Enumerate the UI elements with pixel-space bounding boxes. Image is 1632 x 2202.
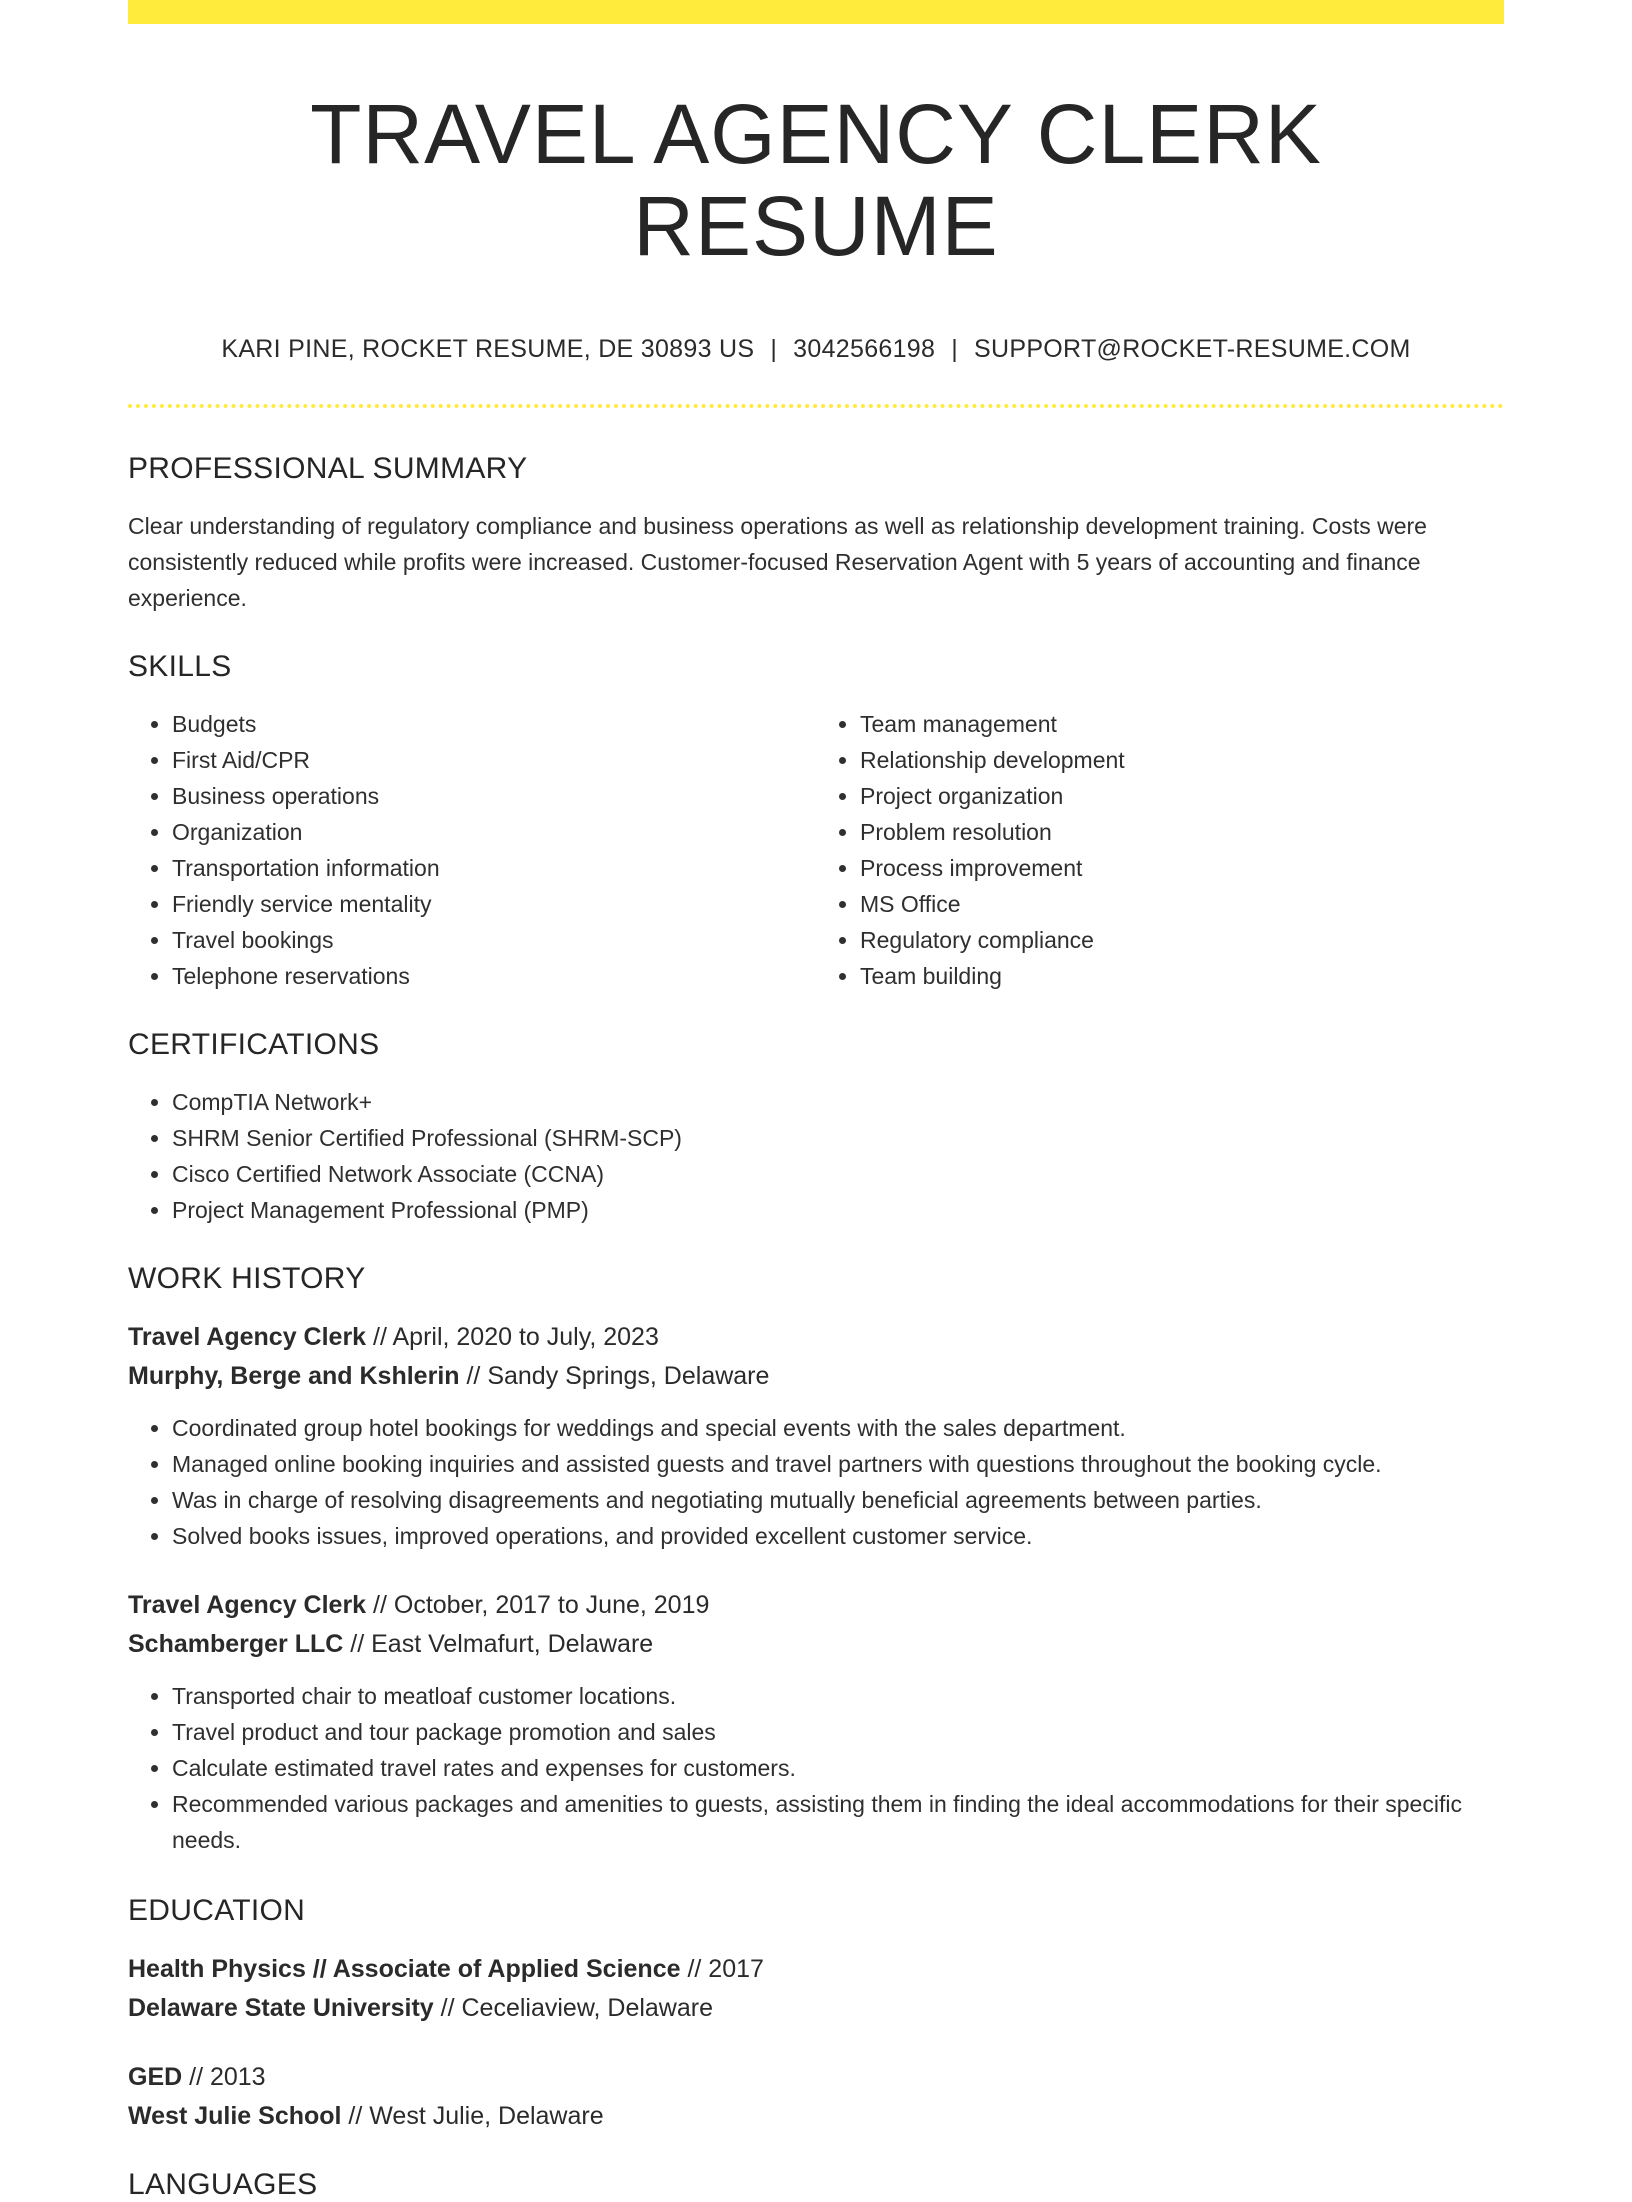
certification-item: • Cisco Certified Network Associate (CCNA) [172, 1156, 1504, 1192]
skill-item: • Friendly service mentality [172, 886, 816, 922]
job-bullet: • Calculate estimated travel rates and expenses for customers. [172, 1750, 1504, 1786]
job-bullet: • Managed online booking inquiries and assisted guests and travel partners with questions throughout the booking cycle. [172, 1446, 1504, 1482]
skill-item: • Travel bookings [172, 922, 816, 958]
education-degree-line [128, 1950, 1504, 1989]
certification-item: • Project Management Professional (PMP) [172, 1192, 1504, 1228]
education-heading: EDUCATION [128, 1893, 306, 1927]
languages-heading: LANGUAGES [128, 2167, 318, 2201]
education-year: // 2013 [182, 2062, 266, 2091]
skill-item: • Organization [172, 814, 816, 850]
skill-item: • Business operations [172, 778, 816, 814]
job-2-bullets [128, 1678, 1504, 1858]
resume-page [128, 0, 1504, 2202]
contact-line [128, 335, 1504, 364]
skills-list-left [128, 706, 816, 994]
education-degree-line [128, 2058, 1504, 2097]
contact-phone: 3042566198 [793, 334, 936, 363]
education-year: // 2017 [680, 1954, 764, 1983]
skills-columns [128, 706, 1504, 994]
job-entry-1 [128, 1318, 1504, 1396]
skills-list-right [816, 706, 1504, 994]
skill-item: • Team building [860, 958, 1504, 994]
education-entry-1 [128, 1950, 1504, 2028]
job-bullet: • Recommended various packages and amenities to guests, assisting them in finding the ideal accommodations for their specific needs. [172, 1786, 1504, 1858]
skills-heading: SKILLS [128, 649, 232, 683]
job-entry-2 [128, 1586, 1504, 1664]
job-title: Travel Agency Clerk [128, 1590, 367, 1619]
job-bullet: • Travel product and tour package promotion and sales [172, 1714, 1504, 1750]
job-company-line [128, 1357, 1504, 1396]
skill-item: • Transportation information [172, 850, 816, 886]
job-bullet: • Transported chair to meatloaf customer locations. [172, 1678, 1504, 1714]
contact-separator: | [951, 334, 959, 363]
certification-item: • CompTIA Network+ [172, 1084, 1504, 1120]
page-title: TRAVEL AGENCY CLERK RESUME [310, 87, 1322, 274]
education-school: Delaware State University [128, 1993, 434, 2022]
contact-email: SUPPORT@ROCKET-RESUME.COM [974, 334, 1411, 363]
job-title-line [128, 1318, 1504, 1357]
certification-item: • SHRM Senior Certified Professional (SHRM-SCP) [172, 1120, 1504, 1156]
certifications-heading: CERTIFICATIONS [128, 1027, 380, 1061]
job-dates: // April, 2020 to July, 2023 [366, 1322, 659, 1351]
skill-item: • MS Office [860, 886, 1504, 922]
education-school-line [128, 1989, 1504, 2028]
job-company-line [128, 1625, 1504, 1664]
job-dates: // October, 2017 to June, 2019 [366, 1590, 710, 1619]
skill-item: • Telephone reservations [172, 958, 816, 994]
summary-heading: PROFESSIONAL SUMMARY [128, 451, 528, 485]
education-location: // Ceceliaview, Delaware [433, 1993, 713, 2022]
work-history-heading: WORK HISTORY [128, 1261, 366, 1295]
contact-address: KARI PINE, ROCKET RESUME, DE 30893 US [221, 334, 755, 363]
job-company: Schamberger LLC [128, 1629, 344, 1658]
skill-item: • First Aid/CPR [172, 742, 816, 778]
job-bullet: • Was in charge of resolving disagreements and negotiating mutually beneficial agreements between parties. [172, 1482, 1504, 1518]
job-title-line [128, 1586, 1504, 1625]
certifications-list [128, 1084, 1504, 1228]
job-bullet: • Solved books issues, improved operations, and provided excellent customer service. [172, 1518, 1504, 1554]
education-school: West Julie School [128, 2101, 342, 2130]
job-location: // East Velmafurt, Delaware [343, 1629, 654, 1658]
top-accent-bar [128, 0, 1504, 24]
skill-item: • Process improvement [860, 850, 1504, 886]
education-degree: GED [128, 2062, 183, 2091]
skill-item: • Regulatory compliance [860, 922, 1504, 958]
job-location: // Sandy Springs, Delaware [459, 1361, 770, 1390]
skill-item: • Budgets [172, 706, 816, 742]
job-1-bullets [128, 1410, 1504, 1554]
summary-text: Clear understanding of regulatory compliance and business operations as well as relationship development training. Costs were consistently reduced while profits were increased. Customer-focused Reservation Agent with 5 years of accounting and finance experience. [128, 512, 1427, 611]
skill-item: • Project organization [860, 778, 1504, 814]
skill-item: • Relationship development [860, 742, 1504, 778]
education-entry-2 [128, 2058, 1504, 2136]
skill-item: • Problem resolution [860, 814, 1504, 850]
contact-separator: | [770, 334, 778, 363]
education-location: // West Julie, Delaware [341, 2101, 604, 2130]
skill-item: • Team management [860, 706, 1504, 742]
education-degree: Health Physics // Associate of Applied Science [128, 1954, 681, 1983]
dotted-divider [128, 404, 1504, 408]
education-school-line [128, 2097, 1504, 2136]
job-bullet: • Coordinated group hotel bookings for weddings and special events with the sales department. [172, 1410, 1504, 1446]
job-company: Murphy, Berge and Kshlerin [128, 1361, 460, 1390]
job-title: Travel Agency Clerk [128, 1322, 367, 1351]
